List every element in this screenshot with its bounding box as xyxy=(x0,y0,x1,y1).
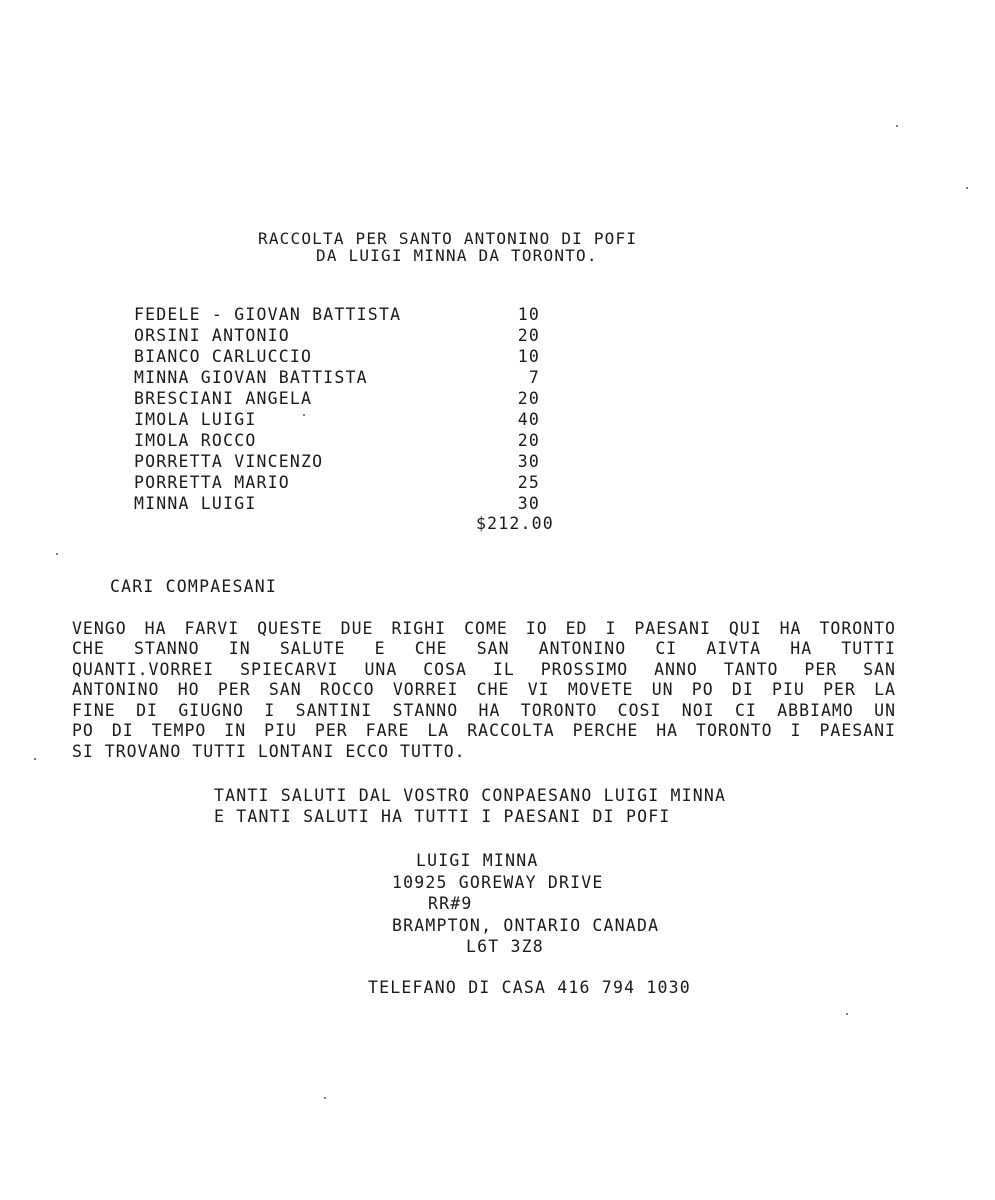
contributor-name: BRESCIANI ANGELA xyxy=(134,389,313,408)
list-item xyxy=(134,431,574,452)
contributor-amount: 20 xyxy=(517,326,540,345)
contributor-name: IMOLA LUIGI xyxy=(134,410,257,429)
contributor-name: MINNA LUIGI xyxy=(134,494,257,513)
collection-total: $212.00 xyxy=(476,514,554,533)
closing-line-1: TANTI SALUTI DAL VOSTRO CONPAESANO LUIGI MINNA xyxy=(214,786,727,805)
body-line: CHE STANNO IN SALUTE E CHE SAN ANTONINO CI AIVTA HA TUTTI xyxy=(72,639,896,658)
body-line: VENGO HA FARVI QUESTE DUE RIGHI COME IO ED I PAESANI QUI HA TORONTO xyxy=(72,619,896,638)
address-postal: L6T 3Z8 xyxy=(466,937,544,956)
scan-speck xyxy=(896,125,898,127)
contributor-name: BIANCO CARLUCCIO xyxy=(134,347,313,366)
list-item xyxy=(134,410,574,431)
address-name: LUIGI MINNA xyxy=(416,851,539,870)
body-line: QUANTI.VORREI SPIECARVI UNA COSA IL PROSSIMO ANNO TANTO PER SAN xyxy=(72,660,896,679)
scan-speck xyxy=(324,1097,326,1099)
list-item xyxy=(134,494,574,515)
scan-speck xyxy=(966,187,968,189)
address-city: BRAMPTON, ONTARIO CANADA xyxy=(392,916,660,935)
contributor-name: ORSINI ANTONIO xyxy=(134,326,290,345)
contributor-amount: 40 xyxy=(517,410,540,429)
list-item xyxy=(134,368,574,389)
list-item xyxy=(134,389,574,410)
scan-speck xyxy=(303,414,305,416)
contributor-amount: 10 xyxy=(517,305,540,324)
closing-line-2: E TANTI SALUTI HA TUTTI I PAESANI DI POFI xyxy=(214,807,671,826)
list-item xyxy=(134,473,574,494)
contributor-amount: 20 xyxy=(517,431,540,450)
contributor-name: MINNA GIOVAN BATTISTA xyxy=(134,368,368,387)
contributor-amount: 10 xyxy=(517,347,540,366)
address-route: RR#9 xyxy=(428,894,473,913)
body-line: FINE DI GIUGNO I SANTINI STANNO HA TORONTO COSI NOI CI ABBIAMO UN xyxy=(72,701,896,720)
list-item xyxy=(134,452,574,473)
list-item xyxy=(134,326,574,347)
contributor-amount: 7 xyxy=(528,368,540,387)
scan-speck xyxy=(34,758,36,760)
list-item xyxy=(134,305,574,326)
contributor-amount: 25 xyxy=(517,473,540,492)
scan-speck xyxy=(846,1013,848,1015)
contributor-amount: 30 xyxy=(517,452,540,471)
header-line-1: RACCOLTA PER SANTO ANTONINO DI POFI xyxy=(258,229,638,248)
contributor-name: FEDELE - GIOVAN BATTISTA xyxy=(134,305,402,324)
contributor-name: PORRETTA MARIO xyxy=(134,473,290,492)
address-street: 10925 GOREWAY DRIVE xyxy=(392,873,604,892)
list-item xyxy=(134,347,574,368)
body-line: SI TROVANO TUTTI LONTANI ECCO TUTTO. xyxy=(72,742,466,761)
contributor-name: PORRETTA VINCENZO xyxy=(134,452,324,471)
contributor-name: IMOLA ROCCO xyxy=(134,431,257,450)
greeting: CARI COMPAESANI xyxy=(110,577,278,596)
body-line: PO DI TEMPO IN PIU PER FARE LA RACCOLTA PERCHE HA TORONTO I PAESANI xyxy=(72,721,896,740)
scan-speck xyxy=(56,553,58,555)
contributor-amount: 20 xyxy=(517,389,540,408)
contributor-amount: 30 xyxy=(517,494,540,513)
body-line: ANTONINO HO PER SAN ROCCO VORREI CHE VI MOVETE UN PO DI PIU PER LA xyxy=(72,680,896,699)
header-line-2: DA LUIGI MINNA DA TORONTO. xyxy=(316,246,598,265)
phone-line: TELEFANO DI CASA 416 794 1030 xyxy=(368,978,691,997)
